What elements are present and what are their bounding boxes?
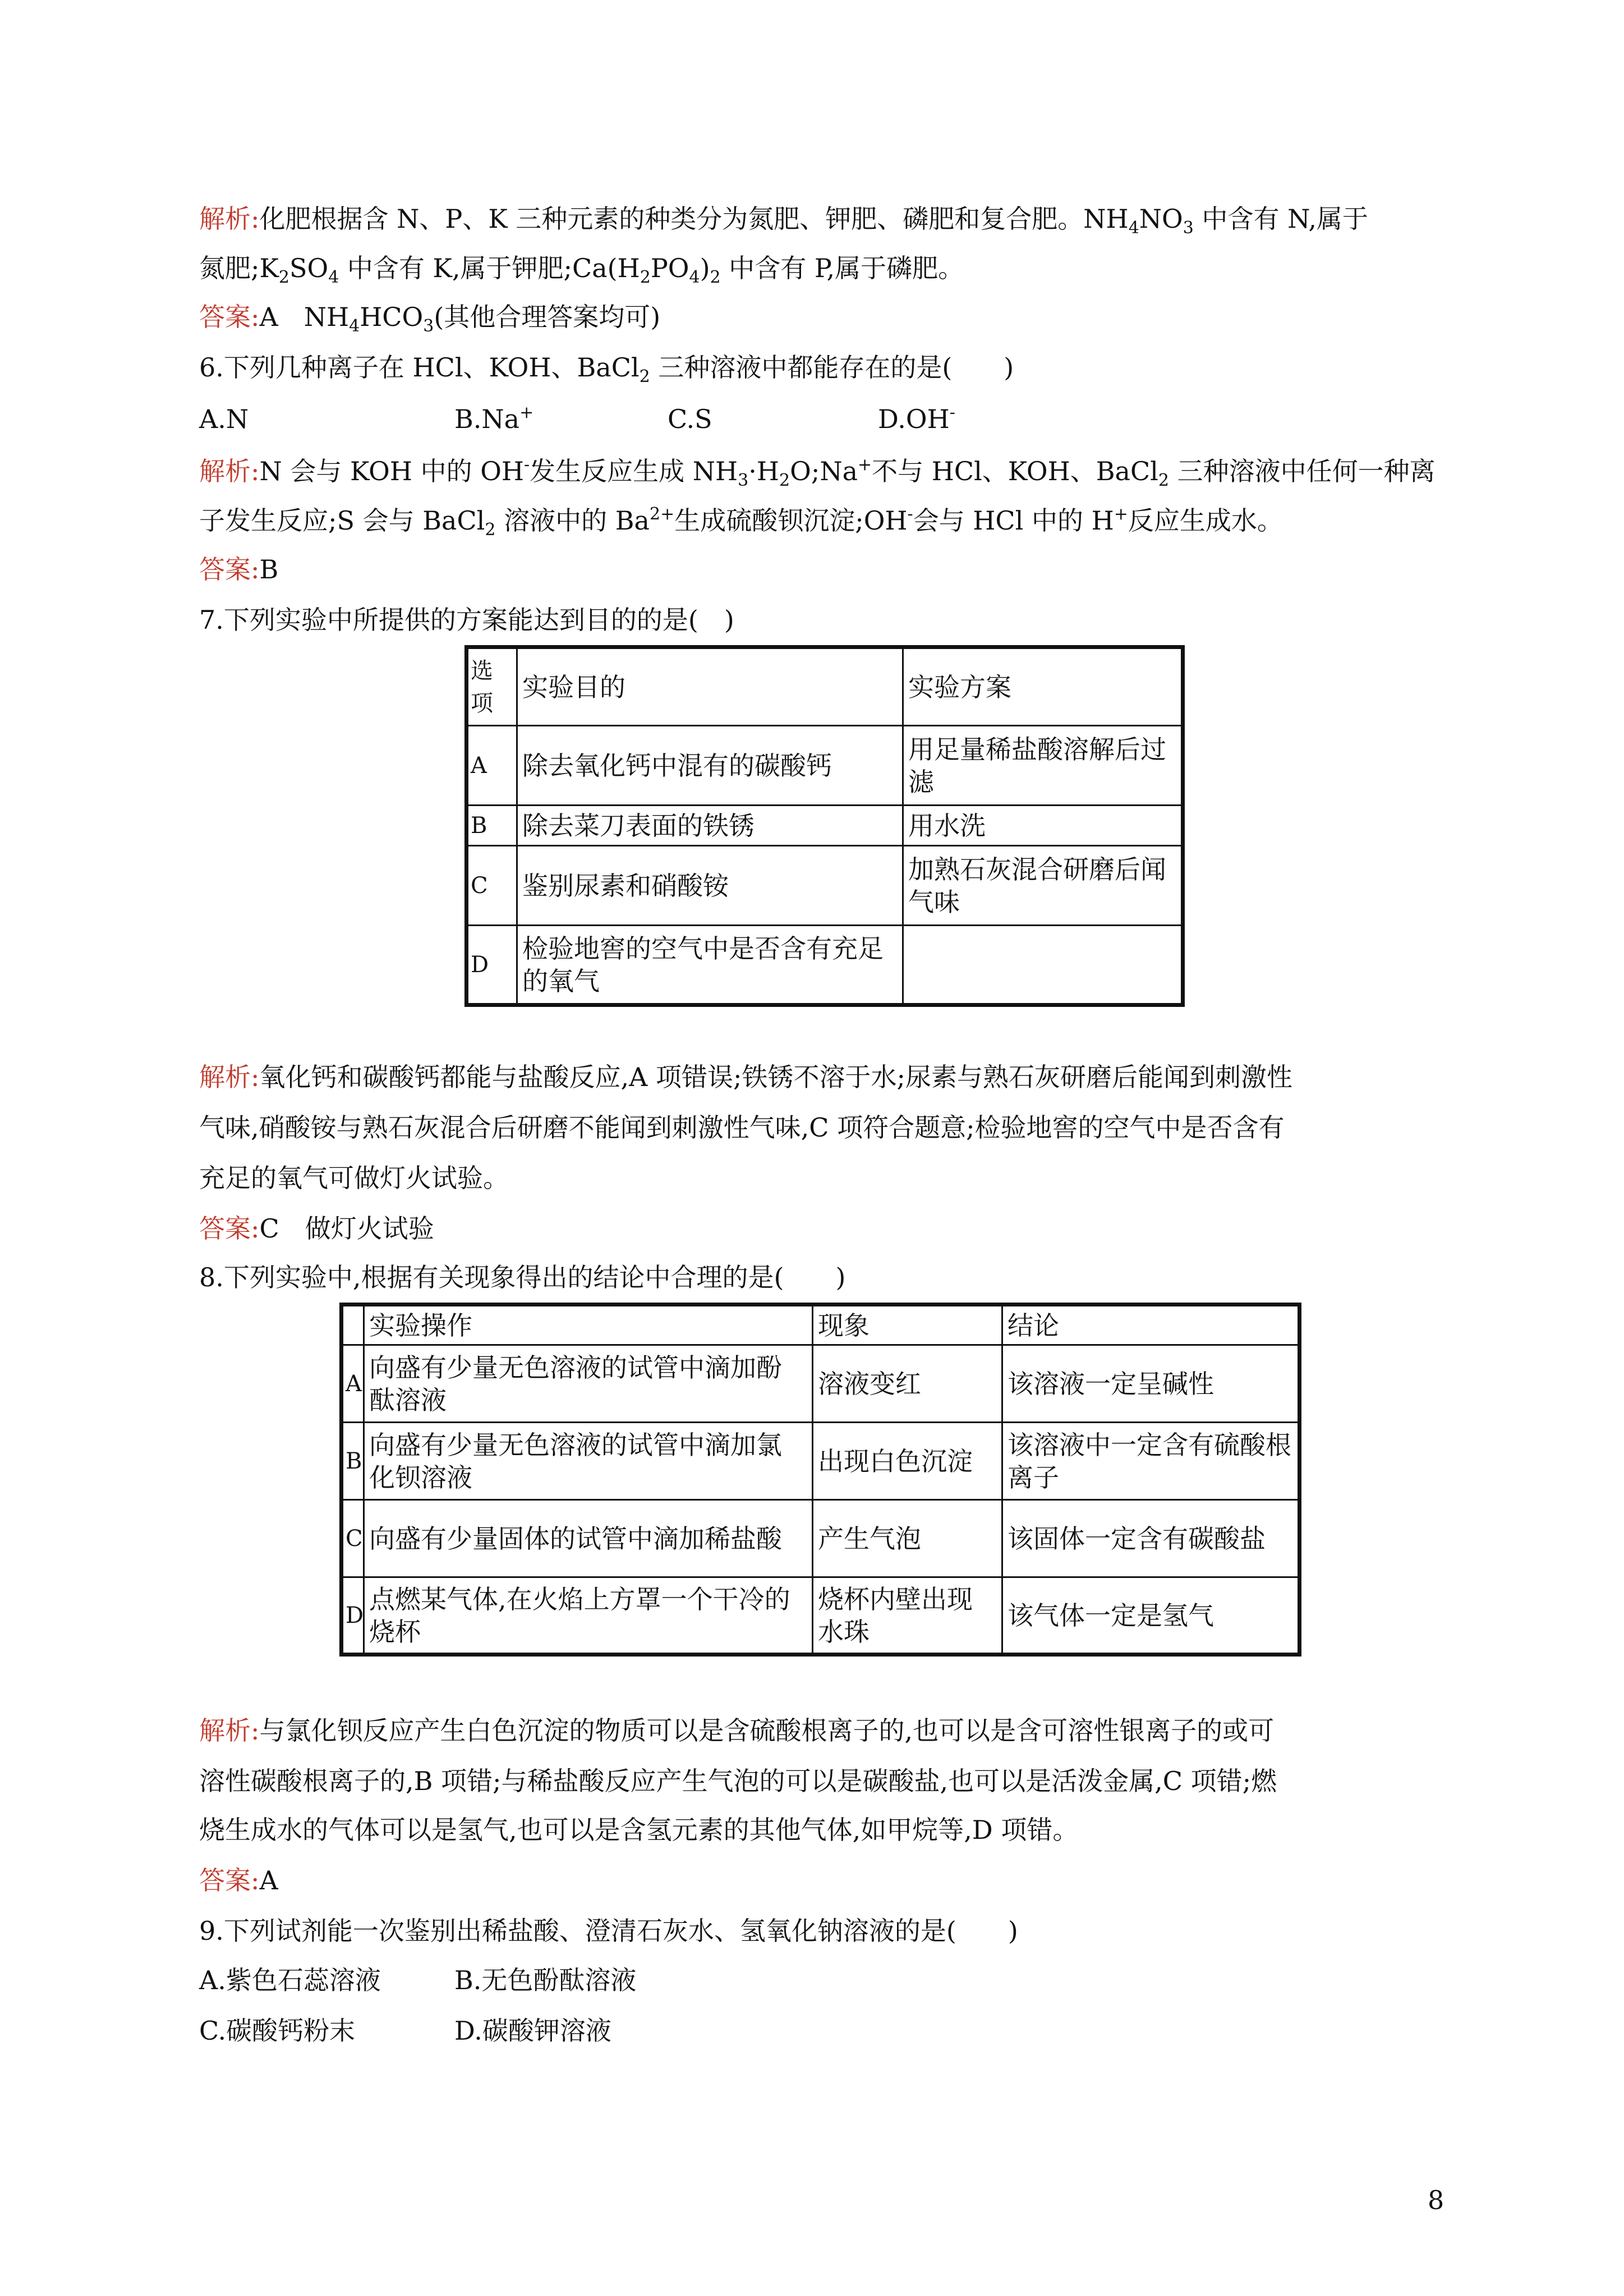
q8-table <box>339 1303 1301 1657</box>
q6-option-b: B.Na+ <box>454 403 534 434</box>
q7-analysis-line-1: 解析:氧化钙和碳酸钙都能与盐酸反应,A 项错误;铁锈不溶于水;尿素与熟石灰研磨后能闻到刺激性 <box>199 1062 1292 1092</box>
table-row: D 点燃某气体,在火焰上方罩一个干冷的烧杯 烧杯内壁出现水珠 该气体一定是氢气 <box>342 1577 1300 1655</box>
q6-analysis-line-1: 解析:N 会与 KOH 中的 OH-发生反应生成 $NH_3\cdot H_2O;Na^+$不与 HCl、KOH、BaCl$_2$ 三种溶液中任何一种离 <box>199 455 1436 490</box>
header-purpose: 实验目的 <box>517 647 903 726</box>
q9-question: 9.下列试剂能一次鉴别出稀盐酸、澄清石灰水、氢氧化钠溶液的是( ) <box>199 1916 1018 1946</box>
q7-analysis-line-2: 气味,硝酸铵与熟石灰混合后研磨不能闻到刺激性气味,C 项符合题意;检验地窖的空气中是否含有 <box>199 1112 1285 1143</box>
table-row: B 向盛有少量无色溶液的试管中滴加氯化钡溶液 出现白色沉淀 该溶液中一定含有硫酸根离子 <box>342 1423 1300 1500</box>
analysis-label: 解析: <box>199 204 260 234</box>
q7-question: 7.下列实验中所提供的方案能达到目的的是( ) <box>199 605 734 635</box>
table-row: D 检验地窖的空气中是否含有充足的氧气 <box>467 926 1183 1005</box>
q8-analysis-line-3: 烧生成水的气体可以是氢气,也可以是含氢元素的其他气体,如甲烷等,D 项错。 <box>199 1815 1079 1845</box>
table-row: A 向盛有少量无色溶液的试管中滴加酚酞溶液 溶液变红 该溶液一定呈碱性 <box>342 1345 1300 1423</box>
q6-option-d: D.OH- <box>878 403 955 434</box>
q6-option-a: A.N <box>199 404 249 434</box>
q6-question: 6.下列几种离子在 HCl、KOH、BaCl$_2$ 三种溶液中都能存在的是( ) <box>199 352 1014 386</box>
q6-answer: 答案:B <box>199 554 279 585</box>
header-option <box>342 1305 364 1345</box>
table-row: B 除去菜刀表面的铁锈 用水洗 <box>467 806 1183 846</box>
q7-answer: 答案:C 做灯火试验 <box>199 1213 434 1244</box>
q9-option-c: C.碳酸钙粉末 <box>199 2016 356 2046</box>
table-header-row <box>467 647 1183 726</box>
answer-label: 答案: <box>199 554 260 585</box>
header-option: 选项 <box>467 647 517 726</box>
q5-analysis-line-2: 氮肥$;K_2SO_4$ 中含有 K,属于钾肥$;Ca(H_2PO_4)_2$ 中含有 P,属于磷肥。 <box>199 253 964 287</box>
q8-question: 8.下列实验中,根据有关现象得出的结论中合理的是( ) <box>199 1262 846 1292</box>
analysis-label: 解析: <box>199 456 260 486</box>
q6-option-c: C.S <box>668 404 712 434</box>
table-row: A 除去氧化钙中混有的碳酸钙 用足量稀盐酸溶解后过滤 <box>467 726 1183 806</box>
answer-label: 答案: <box>199 1213 260 1244</box>
analysis-label: 解析: <box>199 1062 260 1092</box>
table-row: C 向盛有少量固体的试管中滴加稀盐酸 产生气泡 该固体一定含有碳酸盐 <box>342 1500 1300 1577</box>
q6-analysis-line-2: 子发生反应;S 会与 BaCl$_2$ 溶液中的 $Ba^{2+}$生成硫酸钡沉淀;OH-会与 HCl 中的 H+反应生成水。 <box>199 504 1283 540</box>
q8-analysis-line-1: 解析:与氯化钡反应产生白色沉淀的物质可以是含硫酸根离子的,也可以是含可溶性银离子的或可 <box>199 1715 1275 1746</box>
q8-answer: 答案:A <box>199 1865 278 1895</box>
table-header-row <box>342 1305 1300 1345</box>
answer-label: 答案: <box>199 1865 260 1895</box>
q7-table <box>464 645 1185 1007</box>
q9-option-a: A.紫色石蕊溶液 <box>199 1965 381 1995</box>
table-row: C 鉴别尿素和硝酸铵 加熟石灰混合研磨后闻气味 <box>467 846 1183 926</box>
q9-option-d: D.碳酸钾溶液 <box>454 2016 611 2046</box>
header-conclusion: 结论 <box>1002 1305 1300 1345</box>
q7-analysis-line-3: 充足的氧气可做灯火试验。 <box>199 1163 509 1193</box>
page-number: 8 <box>1428 2185 1444 2215</box>
header-plan: 实验方案 <box>903 647 1183 726</box>
answer-label: 答案: <box>199 302 260 332</box>
q5-analysis-line-1: 解析:化肥根据含 N、P、K 三种元素的种类分为氮肥、钾肥、磷肥和复合肥。$NH_4NO_3$ 中含有 N,属于 <box>199 204 1369 238</box>
q9-option-b: B.无色酚酞溶液 <box>454 1965 637 1995</box>
header-operation: 实验操作 <box>364 1305 813 1345</box>
q8-analysis-line-2: 溶性碳酸根离子的,B 项错;与稀盐酸反应产生气泡的可以是碳酸盐,也可以是活泼金属,C 项错;燃 <box>199 1766 1277 1796</box>
header-phenomenon: 现象 <box>813 1305 1002 1345</box>
q5-answer: 答案:A $NH_4HCO_3$(其他合理答案均可) <box>199 302 661 336</box>
analysis-label: 解析: <box>199 1715 260 1746</box>
